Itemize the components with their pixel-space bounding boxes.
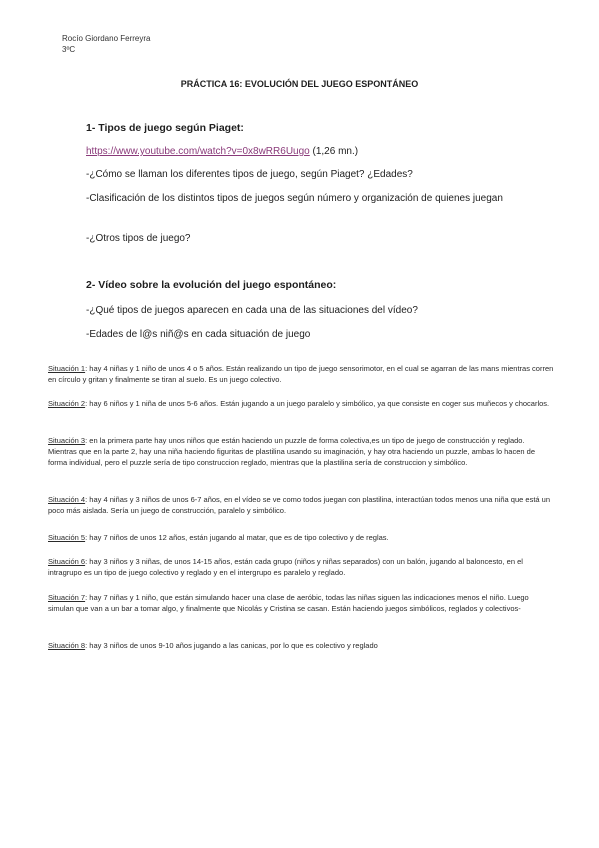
situation-text: : hay 3 niños y 3 niñas, de unos 14-15 años, están cada grupo (niños y niñas separados) con un balón, jugando al baloncesto, en el intragrupo es un tipo de juego colectivo y reglado y en el intergrupo es paralelo y reglado. [48, 557, 523, 577]
situation-label: Situación 6 [48, 557, 86, 566]
situation-text: : hay 4 niñas y 1 niño de unos 4 o 5 años. Están realizando un tipo de juego sensorimotor, en el cual se agarran de las mans mientras corren en círculo y gritan y finalmente se tiran al suelo. Es un juego colectivo. [48, 364, 554, 384]
situation-2 [48, 398, 554, 409]
youtube-link[interactable]: https://www.youtube.com/watch?v=0x8wRR6Uugo [86, 146, 310, 157]
situation-label: Situación 5 [48, 533, 86, 542]
author-name: Rocío Giordano Ferreyra [62, 34, 151, 43]
situation-label: Situación 1 [48, 364, 86, 373]
situation-label: Situación 3 [48, 436, 86, 445]
situation-text: : hay 4 niñas y 3 niños de unos 6-7 años, en el vídeo se ve como todos juegan con plastilina, interactúan todos menos una niña que está un poco más aislada. Sería un juego de construcción, paralelo y simbólico. [48, 495, 551, 515]
situation-label: Situación 7 [48, 593, 86, 602]
class-group: 3ºC [62, 45, 76, 54]
section2-heading: 2- Vídeo sobre la evolución del juego espontáneo: [86, 279, 337, 291]
section1-heading: 1- Tipos de juego según Piaget: [86, 122, 244, 134]
situation-1 [48, 363, 554, 385]
question-3: -¿Otros tipos de juego? [86, 233, 191, 244]
situation-7 [48, 592, 554, 614]
situation-3 [48, 435, 554, 468]
situation-text: : hay 3 niños de unos 9-10 años jugando a las canicas, por lo que es colectivo y reglado [85, 641, 378, 650]
situation-label: Situación 2 [48, 399, 86, 408]
situation-text: : hay 7 niños de unos 12 años, están jugando al matar, que es de tipo colectivo y de reglas. [85, 533, 389, 542]
situation-text: : hay 7 niñas y 1 niño, que están simulando hacer una clase de aeróbic, todas las niñas siguen las indicaciones menos el niño. Luego simulan que van a un bar a tomar algo, y finalmente que Nicolás y Cristina se casan. Están haciendo juegos simbólicos, reglados y colectivos- [48, 593, 529, 613]
situation-label: Situación 8 [48, 641, 86, 650]
question-2: -Clasificación de los distintos tipos de juegos según número y organización de quienes juegan [86, 193, 503, 204]
situation-4 [48, 494, 554, 516]
situation-text: : en la primera parte hay unos niños que están haciendo un puzzle de forma colectiva,es un tipo de juego de construcción y reglado. Mientras que en la parte 2, hay una niña haciendo figuritas de plastilina usando su imaginación, y hay otra haciendo un puzzle, ambas lo hacen de forma individual, pero el puzzle sería de tipo construccion reglado, mientras que la plastilina sería de construccion y simbólico. [48, 436, 535, 467]
situation-6 [48, 556, 554, 578]
page-title: PRÁCTICA 16: EVOLUCIÓN DEL JUEGO ESPONTÁNEO [180, 79, 419, 89]
situation-text: : hay 6 niños y 1 niña de unos 5-6 años. Están jugando a un juego paralelo y simbólico, ya que consiste en coger sus muñecos y chocarlos. [85, 399, 550, 408]
question-4: -¿Qué tipos de juegos aparecen en cada una de las situaciones del vídeo? [86, 305, 418, 316]
question-5: -Edades de l@s niñ@s en cada situación de juego [86, 329, 311, 340]
situation-5 [48, 532, 554, 543]
question-1: -¿Cómo se llaman los diferentes tipos de juego, según Piaget? ¿Edades? [86, 169, 413, 180]
situation-label: Situación 4 [48, 495, 86, 504]
video-duration: (1,26 mn.) [312, 146, 359, 157]
author-block [62, 33, 150, 55]
situation-8 [48, 640, 554, 651]
video-link-line [86, 144, 506, 159]
